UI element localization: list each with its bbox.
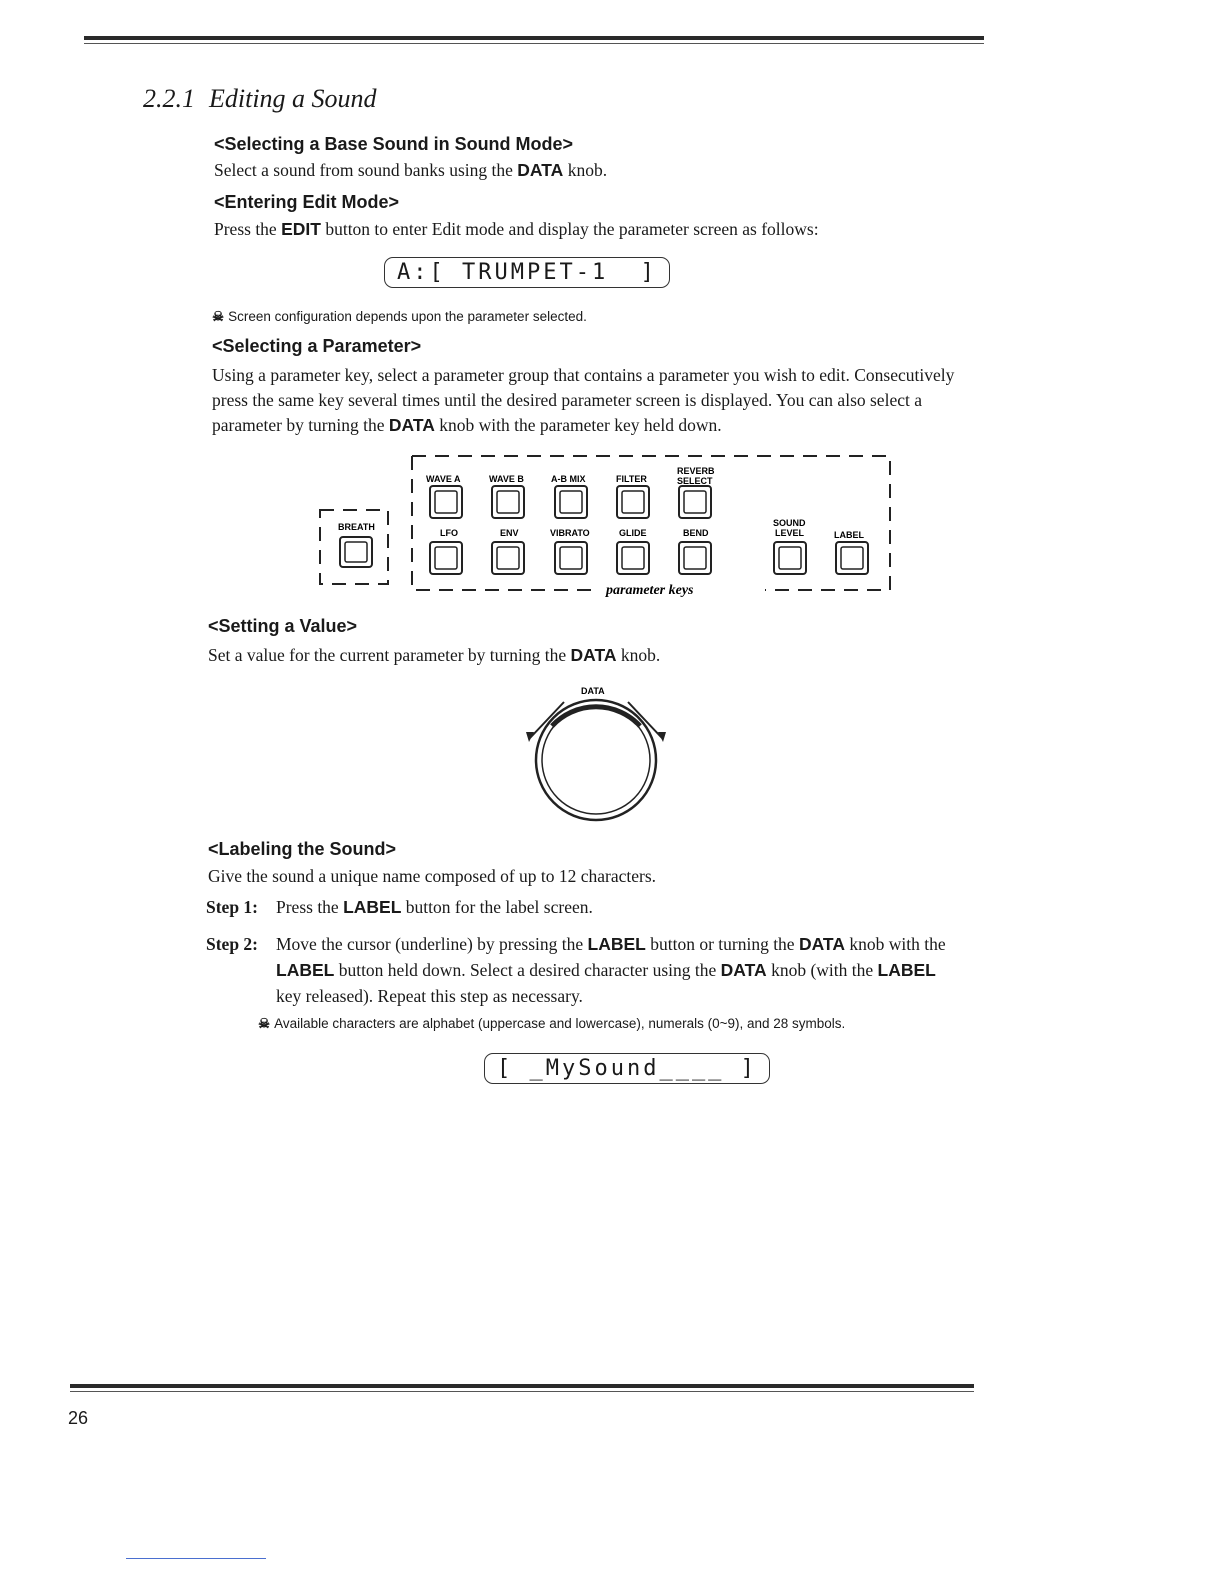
key-name: DATA xyxy=(517,160,564,180)
panel-caption: parameter keys xyxy=(606,583,694,598)
paragraph-setting-value xyxy=(208,643,660,668)
section-title-text: Editing a Sound xyxy=(209,84,377,113)
text-run: Select a sound from sound banks using the xyxy=(214,160,518,180)
key-label[interactable] xyxy=(836,542,868,574)
note-text: Screen configuration depends upon the parameter selected. xyxy=(228,309,587,324)
key-bend[interactable] xyxy=(679,542,711,574)
breath-label: BREATH xyxy=(338,522,375,532)
key-name: DATA xyxy=(388,415,435,435)
section-title xyxy=(143,84,377,114)
note-available-characters xyxy=(258,1016,845,1032)
heading-setting-value: <Setting a Value> xyxy=(208,616,358,636)
text-run: knob with the xyxy=(844,934,946,954)
parameter-keys-panel xyxy=(310,448,900,608)
text-run: Press the xyxy=(276,897,344,917)
text-run: Press the xyxy=(214,219,282,239)
key-label-sound: SOUND xyxy=(773,518,806,528)
heading-entering-edit-mode: <Entering Edit Mode> xyxy=(214,192,400,212)
key-label-lfo: LFO xyxy=(440,528,458,538)
text-run: knob with the parameter key held down. xyxy=(434,415,722,435)
key-env[interactable] xyxy=(492,542,524,574)
page-number: 26 xyxy=(68,1408,89,1428)
text-run: parameter by turning the xyxy=(212,415,389,435)
key-label-glide: GLIDE xyxy=(619,528,647,538)
text-run: Move the cursor (underline) by pressing the xyxy=(276,934,588,954)
text-run: key released). Repeat this step as necessary. xyxy=(276,986,583,1006)
bottom-rule-thin xyxy=(70,1391,974,1392)
paragraph-labeling-intro: Give the sound a unique name composed of up to 12 characters. xyxy=(208,866,657,886)
key-name: LABEL xyxy=(587,934,646,954)
top-rule xyxy=(84,36,984,40)
top-rule-thin xyxy=(84,43,984,44)
key-label-env: ENV xyxy=(500,528,519,538)
footer-line xyxy=(126,1558,266,1559)
step-2-label: Step 2: xyxy=(206,934,259,954)
key-name: LABEL xyxy=(877,960,936,980)
key-label-bend: BEND xyxy=(683,528,709,538)
knob-label: DATA xyxy=(581,686,605,696)
key-wave-b[interactable] xyxy=(492,486,524,518)
key-name: DATA xyxy=(720,960,767,980)
bottom-rule xyxy=(70,1384,974,1388)
key-label-level: LEVEL xyxy=(775,528,805,538)
key-name: LABEL xyxy=(343,897,402,917)
panel-frame-top xyxy=(412,456,890,590)
key-name: DATA xyxy=(798,934,845,954)
text-run: Set a value for the current parameter by turning the xyxy=(208,645,571,665)
key-label-vibrato: VIBRATO xyxy=(550,528,590,538)
text-run: knob. xyxy=(616,645,661,665)
heading-selecting-parameter: <Selecting a Parameter> xyxy=(212,336,422,356)
step-2 xyxy=(206,931,986,1009)
text-run: knob. xyxy=(563,160,608,180)
key-ab-mix[interactable] xyxy=(555,486,587,518)
paragraph-entering-edit-mode xyxy=(214,217,819,242)
paragraph-selecting-parameter xyxy=(212,363,954,438)
key-vibrato[interactable] xyxy=(555,542,587,574)
text-run: button or turning the xyxy=(645,934,799,954)
key-filter[interactable] xyxy=(617,486,649,518)
text-run: button to enter Edit mode and display the parameter screen as follows: xyxy=(320,219,819,239)
key-label-reverb: REVERB xyxy=(677,466,715,476)
key-name: LABEL xyxy=(276,960,335,980)
step-1 xyxy=(206,897,593,918)
key-label-ab-mix: A-B MIX xyxy=(551,474,586,484)
data-knob-illustration xyxy=(520,680,670,830)
key-label-label: LABEL xyxy=(834,530,864,540)
key-label-wave-a: WAVE A xyxy=(426,474,461,484)
step-2-text xyxy=(276,931,986,1009)
step-1-label: Step 1: xyxy=(206,897,259,917)
data-knob[interactable] xyxy=(536,700,656,820)
text-line: Using a parameter key, select a parameter group that contains a parameter you wish to edit. Consecutively xyxy=(212,365,955,385)
key-label-select: SELECT xyxy=(677,476,713,486)
text-line: press the same key several times until the desired parameter screen is displayed. You can also select a xyxy=(212,390,922,410)
breath-key[interactable] xyxy=(340,537,372,567)
section-number: 2.2.1 xyxy=(143,84,195,113)
key-label-wave-b: WAVE B xyxy=(489,474,524,484)
key-glide[interactable] xyxy=(617,542,649,574)
paragraph-selecting-base-sound xyxy=(214,158,607,183)
text-run: button held down. Select a desired character using the xyxy=(334,960,721,980)
key-name: EDIT xyxy=(281,219,321,239)
key-reverb-select[interactable] xyxy=(679,486,711,518)
lcd-edit-screen: A:[ TRUMPET-1 ] xyxy=(384,257,670,288)
heading-labeling-sound: <Labeling the Sound> xyxy=(208,839,397,859)
lcd-label-screen: [ _MySound____ ] xyxy=(484,1053,770,1084)
note-text: Available characters are alphabet (uppercase and lowercase), numerals (0~9), and 28 symbols. xyxy=(274,1016,846,1031)
note-bulb-icon: ☠ xyxy=(258,1016,271,1031)
text-run: knob (with the xyxy=(766,960,878,980)
key-lfo[interactable] xyxy=(430,542,462,574)
key-sound-level[interactable] xyxy=(774,542,806,574)
key-label-filter: FILTER xyxy=(616,474,647,484)
heading-selecting-base-sound: <Selecting a Base Sound in Sound Mode> xyxy=(214,134,574,154)
note-bulb-icon: ☠ xyxy=(212,309,225,324)
key-wave-a[interactable] xyxy=(430,486,462,518)
key-name: DATA xyxy=(570,645,617,665)
note-screen-config xyxy=(212,309,587,325)
text-line xyxy=(212,413,954,438)
text-run: button for the label screen. xyxy=(401,897,593,917)
